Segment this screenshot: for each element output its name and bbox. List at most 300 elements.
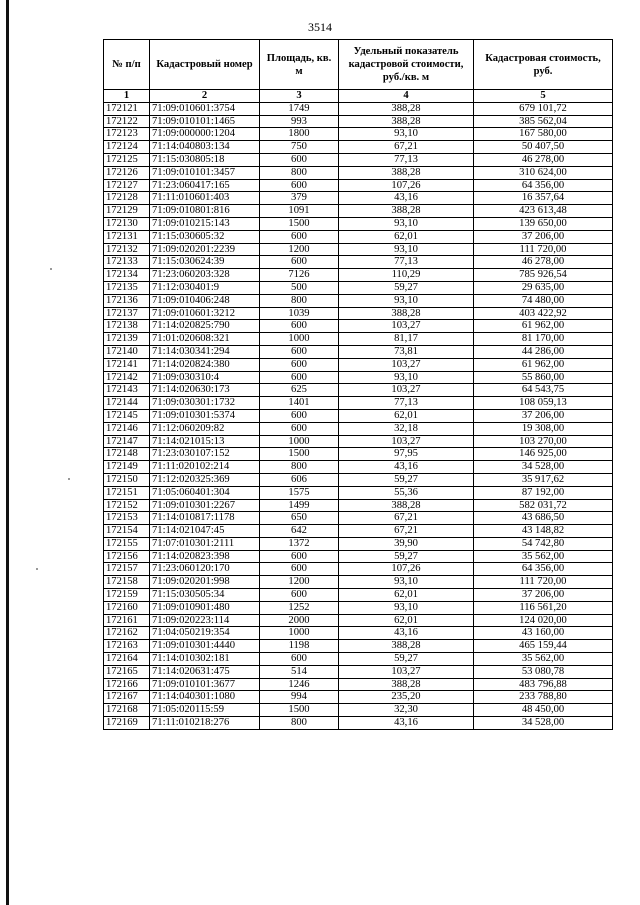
row-number-cell: 172129	[104, 205, 150, 218]
specific-value-cell: 43,16	[339, 627, 474, 640]
area-cell: 1575	[260, 486, 339, 499]
specific-value-cell: 388,28	[339, 678, 474, 691]
cadastral-value-cell: 37 206,00	[474, 230, 613, 243]
table-row	[104, 141, 613, 154]
column-number: 5	[474, 90, 613, 103]
specific-value-cell: 388,28	[339, 499, 474, 512]
table-row	[104, 333, 613, 346]
table-row	[104, 614, 613, 627]
specific-value-cell: 81,17	[339, 333, 474, 346]
area-cell: 1401	[260, 397, 339, 410]
area-cell: 606	[260, 473, 339, 486]
specific-value-cell: 388,28	[339, 102, 474, 115]
area-cell: 650	[260, 512, 339, 525]
specific-value-cell: 43,16	[339, 717, 474, 730]
table-row	[104, 601, 613, 614]
row-number-cell: 172132	[104, 243, 150, 256]
cadastral-value-cell: 74 480,00	[474, 294, 613, 307]
column-number: 4	[339, 90, 474, 103]
table-row	[104, 243, 613, 256]
row-number-cell: 172152	[104, 499, 150, 512]
table-row	[104, 563, 613, 576]
specific-value-cell: 67,21	[339, 525, 474, 538]
row-number-cell: 172154	[104, 525, 150, 538]
area-cell: 600	[260, 256, 339, 269]
cadastral-number-cell: 71:23:030107:152	[150, 448, 260, 461]
table-row	[104, 589, 613, 602]
row-number-cell: 172159	[104, 589, 150, 602]
cadastral-number-cell: 71:09:010801:816	[150, 205, 260, 218]
area-cell: 600	[260, 409, 339, 422]
area-cell: 600	[260, 153, 339, 166]
cadastral-number-cell: 71:14:010817:1178	[150, 512, 260, 525]
cadastral-number-cell: 71:15:030805:18	[150, 153, 260, 166]
specific-value-cell: 59,27	[339, 281, 474, 294]
row-number-cell: 172138	[104, 320, 150, 333]
cadastral-number-cell: 71:15:030605:32	[150, 230, 260, 243]
table-row	[104, 320, 613, 333]
area-cell: 1039	[260, 307, 339, 320]
cadastral-value-cell: 46 278,00	[474, 153, 613, 166]
area-cell: 1200	[260, 576, 339, 589]
table-row	[104, 653, 613, 666]
table-row	[104, 409, 613, 422]
cadastral-value-cell: 103 270,00	[474, 435, 613, 448]
cadastral-number-cell: 71:23:060203:328	[150, 269, 260, 282]
cadastral-number-cell: 71:09:010101:3677	[150, 678, 260, 691]
cadastral-value-cell: 233 788,80	[474, 691, 613, 704]
table-body	[104, 102, 613, 729]
cadastral-value-cell: 43 148,82	[474, 525, 613, 538]
table-row	[104, 217, 613, 230]
row-number-cell: 172166	[104, 678, 150, 691]
area-cell: 600	[260, 320, 339, 333]
page-number: 3514	[308, 20, 332, 34]
table-row	[104, 461, 613, 474]
scan-speck	[50, 268, 52, 270]
specific-value-cell: 93,10	[339, 128, 474, 141]
table-row	[104, 345, 613, 358]
specific-value-cell: 43,16	[339, 461, 474, 474]
cadastral-value-cell: 116 561,20	[474, 601, 613, 614]
cadastral-number-cell: 71:09:020201:998	[150, 576, 260, 589]
specific-value-cell: 62,01	[339, 614, 474, 627]
cadastral-value-cell: 37 206,00	[474, 409, 613, 422]
cadastral-number-cell: 71:14:021047:45	[150, 525, 260, 538]
row-number-cell: 172144	[104, 397, 150, 410]
header-specific-value: Удельный показатель кадастровой стоимости, руб./кв. м	[339, 40, 474, 90]
area-cell: 800	[260, 461, 339, 474]
cadastral-number-cell: 71:05:060401:304	[150, 486, 260, 499]
column-number: 2	[150, 90, 260, 103]
table-row	[104, 166, 613, 179]
row-number-cell: 172146	[104, 422, 150, 435]
table-row	[104, 397, 613, 410]
specific-value-cell: 77,13	[339, 256, 474, 269]
area-cell: 600	[260, 589, 339, 602]
table-row	[104, 102, 613, 115]
area-cell: 514	[260, 665, 339, 678]
cadastral-value-cell: 48 450,00	[474, 704, 613, 717]
area-cell: 1000	[260, 333, 339, 346]
row-number-cell: 172140	[104, 345, 150, 358]
cadastral-number-cell: 71:09:010406:248	[150, 294, 260, 307]
specific-value-cell: 93,10	[339, 243, 474, 256]
specific-value-cell: 93,10	[339, 371, 474, 384]
row-number-cell: 172155	[104, 537, 150, 550]
area-cell: 600	[260, 345, 339, 358]
area-cell: 800	[260, 166, 339, 179]
cadastral-value-cell: 64 356,00	[474, 563, 613, 576]
row-number-cell: 172168	[104, 704, 150, 717]
cadastral-number-cell: 71:14:021015:13	[150, 435, 260, 448]
table-row	[104, 512, 613, 525]
area-cell: 600	[260, 179, 339, 192]
area-cell: 1000	[260, 627, 339, 640]
cadastral-number-cell: 71:14:020825:790	[150, 320, 260, 333]
area-cell: 600	[260, 550, 339, 563]
cadastral-value-cell: 29 635,00	[474, 281, 613, 294]
row-number-cell: 172151	[104, 486, 150, 499]
cadastral-number-cell: 71:09:010301:4440	[150, 640, 260, 653]
row-number-cell: 172134	[104, 269, 150, 282]
cadastral-value-cell: 43 686,50	[474, 512, 613, 525]
cadastral-number-cell: 71:14:040301:1080	[150, 691, 260, 704]
cadastral-number-cell: 71:12:030401:9	[150, 281, 260, 294]
area-cell: 1372	[260, 537, 339, 550]
cadastral-number-cell: 71:14:040803:134	[150, 141, 260, 154]
column-number: 3	[260, 90, 339, 103]
header-row	[104, 40, 613, 90]
table-row	[104, 371, 613, 384]
area-cell: 1499	[260, 499, 339, 512]
cadastral-number-cell: 71:14:030341:294	[150, 345, 260, 358]
specific-value-cell: 77,13	[339, 397, 474, 410]
cadastral-value-cell: 37 206,00	[474, 589, 613, 602]
specific-value-cell: 39,90	[339, 537, 474, 550]
cadastral-number-cell: 71:09:010301:2267	[150, 499, 260, 512]
cadastral-value-cell: 167 580,00	[474, 128, 613, 141]
area-cell: 1252	[260, 601, 339, 614]
specific-value-cell: 32,30	[339, 704, 474, 717]
row-number-cell: 172164	[104, 653, 150, 666]
row-number-cell: 172135	[104, 281, 150, 294]
specific-value-cell: 103,27	[339, 384, 474, 397]
specific-value-cell: 103,27	[339, 320, 474, 333]
table-row	[104, 422, 613, 435]
table-row	[104, 281, 613, 294]
table-row	[104, 153, 613, 166]
area-cell: 994	[260, 691, 339, 704]
row-number-cell: 172142	[104, 371, 150, 384]
table-row	[104, 294, 613, 307]
area-cell: 600	[260, 653, 339, 666]
cadastral-number-cell: 71:09:010601:3754	[150, 102, 260, 115]
area-cell: 1246	[260, 678, 339, 691]
table-row	[104, 435, 613, 448]
specific-value-cell: 32,18	[339, 422, 474, 435]
cadastral-number-cell: 71:09:010901:480	[150, 601, 260, 614]
table-row	[104, 704, 613, 717]
area-cell: 500	[260, 281, 339, 294]
row-number-cell: 172124	[104, 141, 150, 154]
area-cell: 1000	[260, 435, 339, 448]
row-number-cell: 172160	[104, 601, 150, 614]
row-number-cell: 172167	[104, 691, 150, 704]
header-cadastral-number: Кадастровый номер	[150, 40, 260, 90]
table-row	[104, 192, 613, 205]
header-cadastral-value: Кадастровая стоимость, руб.	[474, 40, 613, 90]
cadastral-value-cell: 44 286,00	[474, 345, 613, 358]
area-cell: 1500	[260, 217, 339, 230]
table-row	[104, 486, 613, 499]
table-row	[104, 717, 613, 730]
specific-value-cell: 59,27	[339, 473, 474, 486]
specific-value-cell: 62,01	[339, 409, 474, 422]
cadastral-value-cell: 385 562,04	[474, 115, 613, 128]
cadastral-value-cell: 35 562,00	[474, 550, 613, 563]
row-number-cell: 172141	[104, 358, 150, 371]
cadastral-number-cell: 71:09:010215:143	[150, 217, 260, 230]
area-cell: 800	[260, 294, 339, 307]
cadastral-value-cell: 423 613,48	[474, 205, 613, 218]
cadastral-number-cell: 71:11:010601:403	[150, 192, 260, 205]
cadastral-value-cell: 465 159,44	[474, 640, 613, 653]
area-cell: 800	[260, 717, 339, 730]
cadastral-number-cell: 71:09:010301:5374	[150, 409, 260, 422]
cadastral-number-cell: 71:05:020115:59	[150, 704, 260, 717]
scan-speck	[68, 478, 70, 480]
specific-value-cell: 43,16	[339, 192, 474, 205]
row-number-cell: 172121	[104, 102, 150, 115]
row-number-cell: 172149	[104, 461, 150, 474]
specific-value-cell: 388,28	[339, 205, 474, 218]
table-row	[104, 448, 613, 461]
specific-value-cell: 107,26	[339, 179, 474, 192]
row-number-cell: 172161	[104, 614, 150, 627]
table-row	[104, 627, 613, 640]
specific-value-cell: 103,27	[339, 358, 474, 371]
table-row	[104, 115, 613, 128]
specific-value-cell: 388,28	[339, 166, 474, 179]
area-cell: 600	[260, 230, 339, 243]
cadastral-value-cell: 64 356,00	[474, 179, 613, 192]
table-row	[104, 665, 613, 678]
row-number-cell: 172157	[104, 563, 150, 576]
area-cell: 1500	[260, 448, 339, 461]
row-number-cell: 172137	[104, 307, 150, 320]
row-number-cell: 172145	[104, 409, 150, 422]
table-row	[104, 525, 613, 538]
specific-value-cell: 103,27	[339, 435, 474, 448]
specific-value-cell: 388,28	[339, 640, 474, 653]
cadastral-value-cell: 146 925,00	[474, 448, 613, 461]
area-cell: 379	[260, 192, 339, 205]
row-number-cell: 172148	[104, 448, 150, 461]
table-row	[104, 128, 613, 141]
area-cell: 1198	[260, 640, 339, 653]
cadastral-value-cell: 111 720,00	[474, 243, 613, 256]
specific-value-cell: 235,20	[339, 691, 474, 704]
scan-speck	[36, 568, 38, 570]
table-row	[104, 205, 613, 218]
table-row	[104, 230, 613, 243]
table-row	[104, 358, 613, 371]
cadastral-number-cell: 71:09:010101:1465	[150, 115, 260, 128]
cadastral-value-cell: 87 192,00	[474, 486, 613, 499]
cadastral-value-cell: 16 357,64	[474, 192, 613, 205]
row-number-cell: 172143	[104, 384, 150, 397]
cadastral-number-cell: 71:09:000000:1204	[150, 128, 260, 141]
area-cell: 600	[260, 422, 339, 435]
row-number-cell: 172130	[104, 217, 150, 230]
cadastral-value-cell: 35 562,00	[474, 653, 613, 666]
area-cell: 1200	[260, 243, 339, 256]
cadastral-value-cell: 108 059,13	[474, 397, 613, 410]
specific-value-cell: 388,28	[339, 115, 474, 128]
table-row	[104, 691, 613, 704]
specific-value-cell: 59,27	[339, 653, 474, 666]
cadastral-number-cell: 71:14:020823:398	[150, 550, 260, 563]
specific-value-cell: 93,10	[339, 217, 474, 230]
row-number-cell: 172131	[104, 230, 150, 243]
row-number-cell: 172122	[104, 115, 150, 128]
specific-value-cell: 110,29	[339, 269, 474, 282]
row-number-cell: 172136	[104, 294, 150, 307]
table-row	[104, 269, 613, 282]
cadastral-value-cell: 53 080,78	[474, 665, 613, 678]
cadastral-value-cell: 46 278,00	[474, 256, 613, 269]
cadastral-number-cell: 71:07:010301:2111	[150, 537, 260, 550]
cadastral-number-cell: 71:15:030505:34	[150, 589, 260, 602]
area-cell: 1800	[260, 128, 339, 141]
cadastral-number-cell: 71:14:020824:380	[150, 358, 260, 371]
specific-value-cell: 67,21	[339, 141, 474, 154]
row-number-cell: 172139	[104, 333, 150, 346]
cadastral-value-cell: 483 796,88	[474, 678, 613, 691]
row-number-cell: 172147	[104, 435, 150, 448]
cadastral-value-cell: 582 031,72	[474, 499, 613, 512]
row-number-cell: 172163	[104, 640, 150, 653]
area-cell: 625	[260, 384, 339, 397]
cadastral-number-cell: 71:04:050219:354	[150, 627, 260, 640]
row-number-cell: 172150	[104, 473, 150, 486]
cadastral-value-cell: 139 650,00	[474, 217, 613, 230]
cadastral-number-cell: 71:14:010302:181	[150, 653, 260, 666]
table-row	[104, 384, 613, 397]
cadastral-value-cell: 61 962,00	[474, 358, 613, 371]
area-cell: 1091	[260, 205, 339, 218]
specific-value-cell: 59,27	[339, 550, 474, 563]
specific-value-cell: 93,10	[339, 294, 474, 307]
specific-value-cell: 77,13	[339, 153, 474, 166]
specific-value-cell: 103,27	[339, 665, 474, 678]
cadastral-value-cell: 81 170,00	[474, 333, 613, 346]
area-cell: 1749	[260, 102, 339, 115]
specific-value-cell: 107,26	[339, 563, 474, 576]
cadastral-number-cell: 71:14:020631:475	[150, 665, 260, 678]
cadastral-number-cell: 71:12:060209:82	[150, 422, 260, 435]
cadastral-value-cell: 43 160,00	[474, 627, 613, 640]
row-number-cell: 172128	[104, 192, 150, 205]
specific-value-cell: 388,28	[339, 307, 474, 320]
cadastral-value-cell: 679 101,72	[474, 102, 613, 115]
specific-value-cell: 97,95	[339, 448, 474, 461]
cadastral-value-cell: 124 020,00	[474, 614, 613, 627]
cadastral-value-cell: 785 926,54	[474, 269, 613, 282]
cadastral-number-cell: 71:09:030301:1732	[150, 397, 260, 410]
cadastral-number-cell: 71:01:020608:321	[150, 333, 260, 346]
scan-edge-line	[6, 0, 9, 905]
area-cell: 750	[260, 141, 339, 154]
cadastral-number-cell: 71:12:020325:369	[150, 473, 260, 486]
row-number-cell: 172158	[104, 576, 150, 589]
cadastral-number-cell: 71:11:020102:214	[150, 461, 260, 474]
area-cell: 993	[260, 115, 339, 128]
cadastral-number-cell: 71:09:020201:2239	[150, 243, 260, 256]
table-row	[104, 640, 613, 653]
table-row	[104, 576, 613, 589]
cadastral-number-cell: 71:09:010101:3457	[150, 166, 260, 179]
table-row	[104, 678, 613, 691]
row-number-cell: 172162	[104, 627, 150, 640]
cadastral-value-cell: 34 528,00	[474, 717, 613, 730]
area-cell: 642	[260, 525, 339, 538]
table-row	[104, 537, 613, 550]
row-number-cell: 172125	[104, 153, 150, 166]
row-number-cell: 172156	[104, 550, 150, 563]
cadastral-number-cell: 71:11:010218:276	[150, 717, 260, 730]
cadastral-value-cell: 111 720,00	[474, 576, 613, 589]
row-number-cell: 172165	[104, 665, 150, 678]
cadastral-value-cell: 54 742,80	[474, 537, 613, 550]
cadastral-value-cell: 50 407,50	[474, 141, 613, 154]
area-cell: 600	[260, 358, 339, 371]
area-cell: 7126	[260, 269, 339, 282]
cadastral-number-cell: 71:15:030624:39	[150, 256, 260, 269]
cadastral-value-cell: 55 860,00	[474, 371, 613, 384]
area-cell: 1500	[260, 704, 339, 717]
cadastral-value-cell: 34 528,00	[474, 461, 613, 474]
cadastral-number-cell: 71:23:060417:165	[150, 179, 260, 192]
cadastral-value-cell: 403 422,92	[474, 307, 613, 320]
column-number: 1	[104, 90, 150, 103]
cadastral-number-cell: 71:09:010601:3212	[150, 307, 260, 320]
table-row	[104, 499, 613, 512]
cadastral-value-cell: 61 962,00	[474, 320, 613, 333]
row-number-cell: 172127	[104, 179, 150, 192]
cadastral-number-cell: 71:09:030310:4	[150, 371, 260, 384]
area-cell: 2000	[260, 614, 339, 627]
table-row	[104, 256, 613, 269]
row-number-cell: 172153	[104, 512, 150, 525]
cadastral-value-table	[103, 39, 613, 730]
cadastral-value-cell: 310 624,00	[474, 166, 613, 179]
area-cell: 600	[260, 371, 339, 384]
row-number-cell: 172123	[104, 128, 150, 141]
cadastral-number-cell: 71:14:020630:173	[150, 384, 260, 397]
header-area: Площадь, кв. м	[260, 40, 339, 90]
header-row-number: № п/п	[104, 40, 150, 90]
column-number-row	[104, 90, 613, 103]
cadastral-value-cell: 64 543,75	[474, 384, 613, 397]
specific-value-cell: 67,21	[339, 512, 474, 525]
table-row	[104, 307, 613, 320]
table-row	[104, 473, 613, 486]
area-cell: 600	[260, 563, 339, 576]
row-number-cell: 172169	[104, 717, 150, 730]
cadastral-number-cell: 71:09:020223:114	[150, 614, 260, 627]
